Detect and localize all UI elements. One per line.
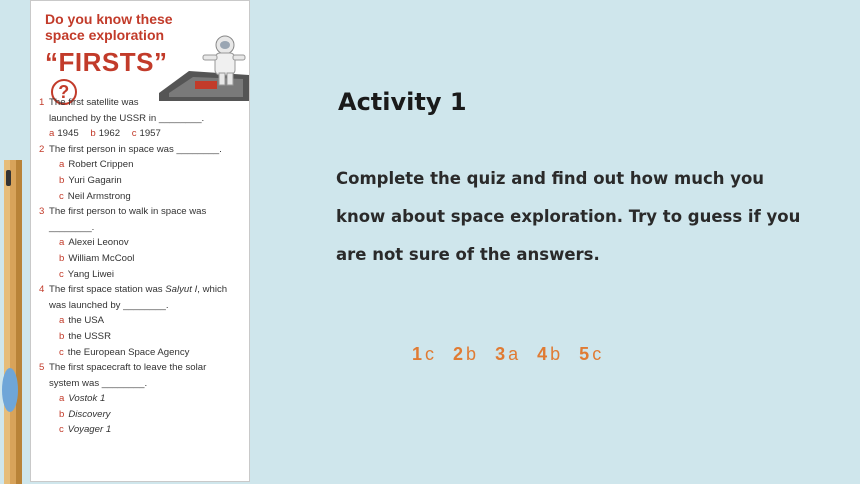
answer-number: 3 bbox=[495, 344, 506, 364]
question-1 bbox=[39, 95, 249, 142]
question-options bbox=[49, 126, 249, 142]
question-number: 4 bbox=[39, 284, 45, 296]
question-text: The first person in space was ________. bbox=[49, 143, 222, 155]
question-text: The first person to walk in space was bbox=[49, 206, 207, 218]
option-value: Voyager 1 bbox=[67, 424, 112, 436]
option-value: Discovery bbox=[68, 408, 111, 420]
option-value: 1945 bbox=[57, 128, 79, 140]
option-value: Vostok 1 bbox=[68, 393, 106, 405]
question-text-italic: Salyut I bbox=[165, 284, 198, 296]
answer-number: 2 bbox=[453, 344, 464, 364]
option-value: Yang Liwei bbox=[67, 268, 115, 280]
option-letter: b bbox=[59, 174, 65, 186]
question-text: launched by the USSR in ________. bbox=[49, 112, 205, 124]
question-2 bbox=[39, 142, 249, 204]
answer-letter: a bbox=[508, 344, 519, 364]
option-letter: a bbox=[49, 128, 55, 140]
option-value: the USA bbox=[68, 315, 105, 327]
option-item bbox=[49, 235, 249, 251]
option-value: Yuri Gagarin bbox=[68, 174, 122, 186]
question-text: The first spacecraft to leave the solar bbox=[49, 362, 207, 374]
option-letter: c bbox=[131, 128, 137, 140]
option-letter: c bbox=[59, 346, 64, 358]
option-item bbox=[49, 267, 249, 283]
option-item bbox=[49, 189, 249, 205]
option-value: Robert Crippen bbox=[68, 159, 134, 171]
instruction-text: Complete the quiz and find out how much you know about space exploration. Try to guess if you are not sure of the answers. bbox=[336, 169, 801, 264]
option-letter: c bbox=[59, 424, 64, 436]
answer-letter: c bbox=[592, 344, 602, 364]
option-value: 1957 bbox=[139, 128, 161, 140]
answer-key bbox=[412, 344, 615, 365]
activity-title: Activity 1 bbox=[338, 88, 467, 116]
question-text: ________. bbox=[49, 221, 95, 233]
option-letter: c bbox=[59, 190, 64, 202]
question-text: The first satellite was bbox=[49, 97, 139, 108]
option-value: Neil Armstrong bbox=[67, 190, 131, 202]
option-letter: b bbox=[90, 128, 96, 140]
option-item bbox=[49, 345, 249, 361]
option-letter: b bbox=[59, 330, 65, 342]
question-text bbox=[49, 282, 249, 298]
question-text: system was ________. bbox=[49, 377, 148, 389]
option-item bbox=[49, 251, 249, 267]
quiz-questions bbox=[39, 95, 249, 438]
answer-number: 5 bbox=[579, 344, 590, 364]
option-item bbox=[49, 407, 249, 423]
question-4 bbox=[39, 282, 249, 360]
option-letter: c bbox=[59, 268, 64, 280]
option-item bbox=[49, 391, 249, 407]
answer-letter: b bbox=[466, 344, 477, 364]
question-number: 2 bbox=[39, 143, 45, 155]
question-text-part: The first space station was bbox=[49, 284, 166, 296]
quiz-card bbox=[30, 0, 250, 482]
pencil-illustration bbox=[0, 160, 30, 484]
astronaut-illustration bbox=[159, 31, 249, 101]
option-item bbox=[49, 329, 249, 345]
question-text-part: , which bbox=[197, 284, 228, 296]
option-item bbox=[49, 157, 249, 173]
option-letter: a bbox=[59, 159, 65, 171]
question-3 bbox=[39, 204, 249, 282]
option-value: 1962 bbox=[98, 128, 121, 140]
option-item bbox=[49, 313, 249, 329]
option-letter: a bbox=[59, 315, 65, 327]
answer-number: 4 bbox=[537, 344, 548, 364]
option-value: the USSR bbox=[68, 330, 112, 342]
question-mark-icon: ? bbox=[51, 79, 77, 105]
answer-number: 1 bbox=[412, 344, 423, 364]
option-letter: b bbox=[59, 252, 65, 264]
question-5 bbox=[39, 360, 249, 438]
question-number: 5 bbox=[39, 362, 45, 374]
answer-letter: c bbox=[425, 344, 435, 364]
option-letter: a bbox=[59, 393, 65, 405]
question-number: 3 bbox=[39, 206, 45, 218]
quiz-header-line1: Do you know these bbox=[45, 11, 173, 27]
option-letter: b bbox=[59, 408, 65, 420]
quiz-firsts-label: “FIRSTS” bbox=[45, 47, 168, 77]
option-value: William McCool bbox=[68, 252, 135, 264]
option-letter: a bbox=[59, 237, 65, 249]
option-item bbox=[49, 422, 249, 438]
option-value: Alexei Leonov bbox=[68, 237, 129, 249]
quiz-header-line2: space exploration bbox=[45, 27, 165, 43]
answer-letter: b bbox=[550, 344, 561, 364]
question-number: 1 bbox=[39, 97, 45, 108]
option-value: the European Space Agency bbox=[67, 346, 190, 358]
question-text: was launched by ________. bbox=[49, 299, 169, 311]
option-item bbox=[49, 173, 249, 189]
